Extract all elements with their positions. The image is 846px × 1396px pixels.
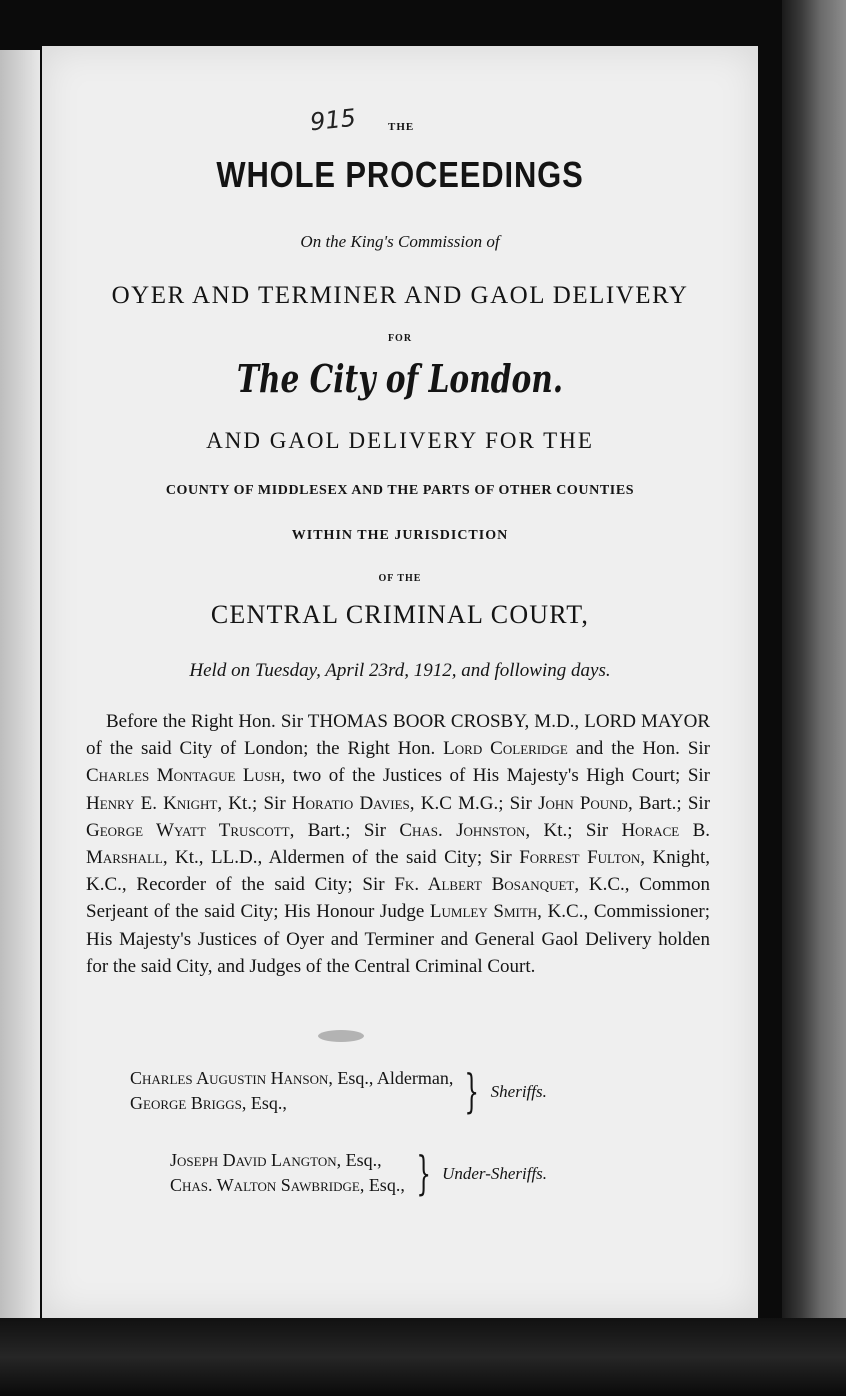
under-sheriff-suffix: , Esq., [336,1150,382,1170]
body-text: , Kt.; Sir [217,792,292,814]
handwritten-page-number: 915 [308,103,358,137]
under-sheriff-name: Chas. Walton Sawbridge [170,1175,360,1195]
title-page [42,46,758,1318]
oyer-terminer-line: OYER AND TERMINER AND GAOL DELIVERY [111,282,689,309]
alderman-name: Horatio Davies [291,792,410,814]
bottom-scan-border [0,1318,846,1396]
right-brace-icon: } [416,1146,431,1200]
justices-paragraph [86,708,710,980]
body-text: , K.C M.G.; Sir [409,792,539,814]
under-sheriff-name: Joseph David Langton [170,1150,337,1170]
justice-name: Lord Coleridge [443,738,568,760]
main-title: WHOLE PROCEEDINGS [216,154,584,195]
city-of-london-blackletter: The City of London. [236,356,564,401]
right-brace-icon: } [464,1064,480,1118]
justice-name: Charles Montague Lush [86,765,281,787]
body-text: , two of the Justices of His Majesty's High Court; Sir [280,765,710,787]
body-text: , K.C., Common Serjeant of the said City; His Honour Judge [86,874,710,923]
commission-line: On the King's Commission of [300,232,500,251]
right-binding-shadow [782,0,846,1396]
sheriff-name: George Briggs [130,1093,242,1113]
ink-smudge [318,1030,364,1042]
body-text: , Kt.; Sir [525,819,622,841]
central-criminal-court-line: CENTRAL CRIMINAL COURT, [210,600,590,629]
under-sheriff-names [170,1148,405,1198]
body-text: Before the Right Hon. Sir THOMAS BOOR CROSBY, M.D., LORD MAYOR of the said City of London; the Right Hon. [86,711,710,760]
body-text: , Bart.; Sir [289,819,400,841]
sheriffs-role: Sheriffs. [490,1081,547,1101]
sheriff-suffix: , Esq., [241,1093,287,1113]
body-text: , Kt., LL.D., Aldermen of the said City; Sir [162,847,520,869]
alderman-name: John Pound [538,792,628,814]
for-label: FOR [387,333,413,344]
alderman-name: Horace B. Marshall [86,819,711,869]
sheriff-names [130,1066,453,1116]
body-text: , Knight, K.C., Recorder of the said City; Sir [86,847,711,896]
body-text: and the Hon. Sir [567,738,710,760]
commissioner-name: Lumley Smith [429,901,538,923]
common-serjeant-name: Fk. Albert Bosanquet [394,874,575,896]
alderman-name: Henry E. Knight [86,792,218,814]
sheriff-name: Charles Augustin Hanson [130,1068,329,1088]
alderman-name: George Wyatt Truscott [86,819,290,841]
gaol-delivery-line: AND GAOL DELIVERY FOR THE [206,428,594,453]
alderman-name: Chas. Johnston [399,819,526,841]
under-sheriff-suffix: , Esq., [359,1175,405,1195]
held-date-line: Held on Tuesday, April 23rd, 1912, and following days. [189,660,611,681]
under-sheriffs-role: Under-Sheriffs. [442,1163,548,1183]
the-label: THE [388,121,415,133]
jurisdiction-line: WITHIN THE JURISDICTION [291,528,509,543]
recorder-name: Forrest Fulton [519,847,641,869]
sheriff-suffix: , Esq., Alderman, [328,1068,454,1088]
body-text: , Bart.; Sir [627,792,711,814]
body-text: , K.C., Commissioner; His Majesty's Justices of Oyer and Terminer and General Gaol Delivery holden for the said City, and Judges of the Central Criminal Court. [86,901,710,977]
of-the-label: OF THE [378,573,422,584]
under-sheriffs-block [170,1148,547,1198]
left-page-edge [0,50,40,1318]
county-line: COUNTY OF MIDDLESEX AND THE PARTS OF OTHER COUNTIES [165,483,635,498]
sheriffs-block [130,1066,547,1116]
